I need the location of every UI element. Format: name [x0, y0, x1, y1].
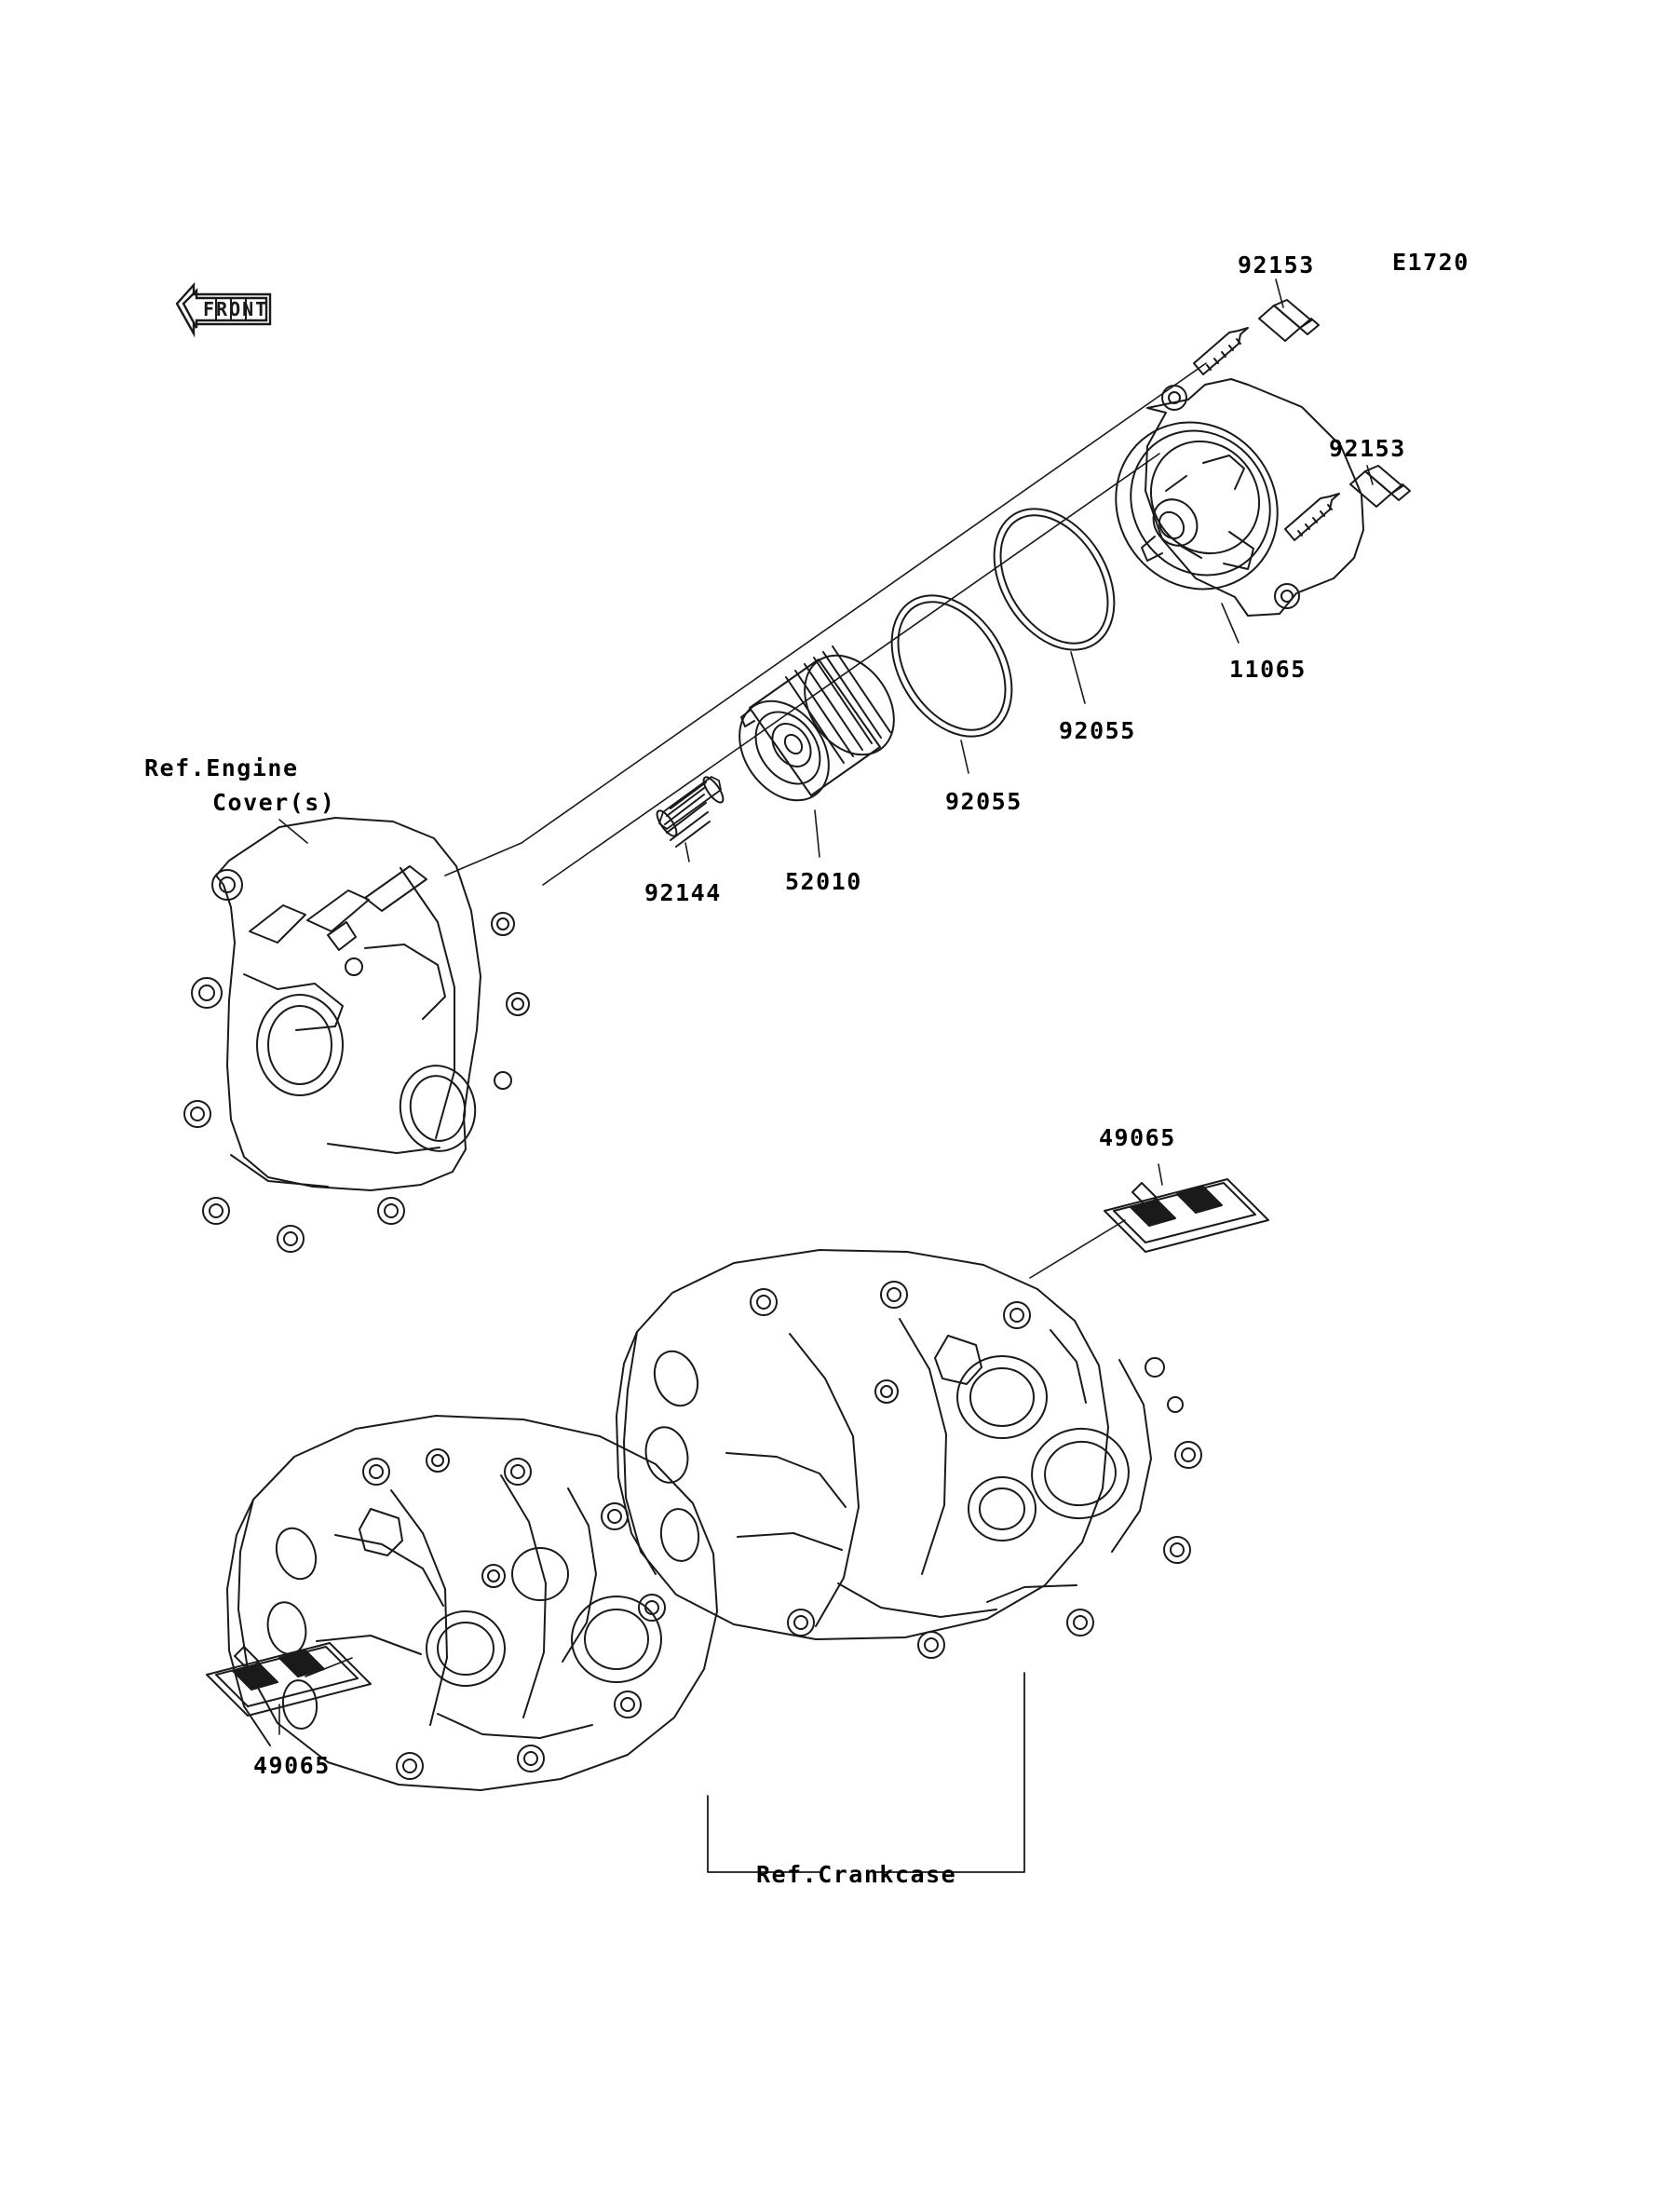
- callout-52010: 52010: [785, 868, 862, 895]
- callout-92153-top: 92153: [1238, 251, 1315, 278]
- spring-art: [654, 774, 726, 847]
- callout-92055-outer: 92055: [1059, 717, 1136, 744]
- oil-filter-element-art: [721, 638, 912, 817]
- callout-92153-right: 92153: [1329, 435, 1406, 462]
- ref-engine-cover-line1: Ref.Engine: [144, 754, 299, 781]
- oil-filter-cover-art: [1083, 379, 1363, 621]
- engine-cover-art: [184, 818, 529, 1252]
- ref-crankcase: Ref.Crankcase: [756, 1861, 957, 1888]
- bolt-top-art: [1194, 300, 1319, 374]
- callout-92144: 92144: [644, 879, 722, 906]
- bolt-right-art: [1285, 466, 1410, 540]
- callout-11065: 11065: [1229, 656, 1307, 683]
- svg-text:FRONT: FRONT: [203, 298, 269, 320]
- plug-upper-art: [1104, 1179, 1268, 1252]
- crankcase-upper-art: [616, 1250, 1201, 1658]
- callout-49065-upper: 49065: [1099, 1124, 1176, 1151]
- plug-lower-art: [207, 1643, 371, 1716]
- callout-49065-lower: 49065: [253, 1752, 331, 1779]
- ref-engine-cover-line2: Cover(s): [212, 789, 336, 816]
- o-ring-outer-art: [969, 487, 1139, 672]
- diagram-code: E1720: [1392, 249, 1470, 276]
- crankcase-lower-art: [227, 1416, 717, 1790]
- callout-92055-inner: 92055: [945, 788, 1023, 815]
